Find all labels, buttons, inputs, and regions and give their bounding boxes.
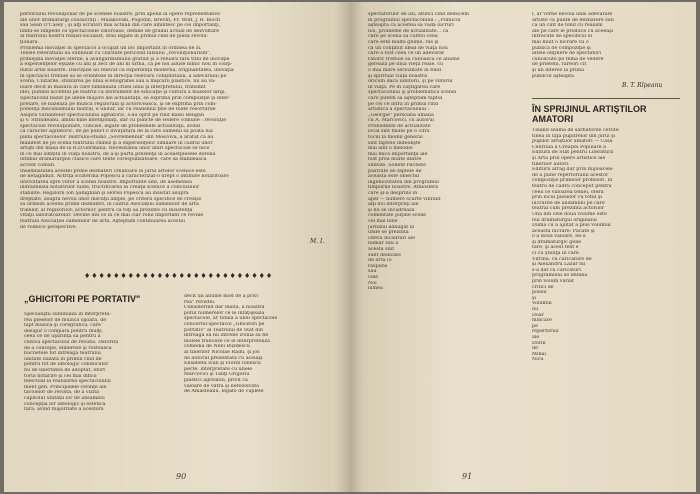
text-line: rea" revistei. — [184, 299, 216, 305]
text-line: să urmeze acestei prime dezbateri, în cadrul Asociaţiei oamenilor de artă — [20, 202, 199, 208]
text-line: ci cu ştiinţa în care — [532, 251, 579, 257]
text-line: telectual la realizarea spectacolului — [24, 379, 111, 385]
text-line: Vîtrina, cu caricature de — [532, 256, 592, 262]
text-line: pentru tot de ideologic conducător — [24, 362, 109, 368]
text-line: număr sau a — [368, 241, 399, 247]
text-line: Considerînd dar înaltă, a noastră — [184, 305, 265, 311]
text-line: oricum dacă iubitorii, şi pe viitorul — [368, 79, 453, 85]
right-page-column-1 — [368, 12, 520, 292]
text-line: lumea — [368, 286, 383, 292]
text-line: care a fost ceea ce un adevărat — [368, 51, 445, 57]
text-line: jurnalul adăugat la — [368, 224, 415, 230]
text-line: lindu-se limpede că spectacolele valoroase, demne de gradul actual de dezvoltare — [20, 28, 220, 34]
text-line: pecte, interpretate cu unele — [184, 366, 253, 372]
right-page — [350, 2, 696, 492]
text-line: cultiva spectacolul de revistă. Datorită — [24, 339, 119, 345]
text-line: aceasta este obiectul — [368, 174, 420, 180]
text-line: o a doua valoare, ne-a — [532, 234, 586, 240]
text-line: concertul-spectacol „Ghicitori pe — [184, 321, 265, 327]
text-line: pretare, se bazează pe munca regizorală şi actoricească, şi se exprimă prin com- — [20, 101, 217, 107]
text-line: unde se prezintă — [368, 230, 409, 236]
text-line: artişti din masa de la R.D.Germană. Necesitatea unor atari spectacole se face — [20, 146, 210, 152]
text-line: prin volum variat — [532, 279, 574, 285]
text-line: mai mult o lucrare cu o — [532, 39, 589, 45]
text-line: aceasta lucrare: Păcate şi — [532, 228, 595, 234]
text-line: ceea ce de uşurinţa sa pentru a — [24, 334, 101, 340]
text-line: vităţii laboratoarelor. Devine din ce în ce mai clar rolul important ce revine — [20, 213, 204, 219]
text-line: fost prea multe dintre — [368, 157, 422, 163]
text-line: potul numerelor ce le înfăţişează — [184, 310, 265, 316]
text-line: local sînt fixate pe o cifră — [368, 129, 430, 135]
text-line: pertoriului revoluţionar de pe scenele noastre, prin apelul la opere reprezentative — [20, 12, 221, 17]
text-line: ale unor dramaturgi consacraţi : Maiakovski, Pogodin, Brecht, Fr. Wolf, J. R. Bloch — [20, 17, 221, 23]
text-line: cine — [368, 274, 379, 280]
text-line: dezvoltarea spre viitor a scenei noastre. Importante sînt, de asemenea — [20, 179, 192, 185]
text-line: fapt muzică şi coregrafică, care — [24, 323, 101, 329]
text-line: care pe scenă să cultivi ceea — [368, 34, 438, 40]
text-line: îndrăzneala hotărîrilor luate, fructificarea în creaţii scenice a concluziilor — [20, 185, 200, 191]
text-line: repertoriul — [532, 329, 559, 335]
text-line: pilda spectacolelor Teatrului-studio „Sovremennik" din Moscova, a arătat că au — [20, 135, 214, 141]
text-line: ale pe care le produce cu aceeaşi — [532, 28, 614, 34]
text-line: întreaga să nu întrebe ironia să fie — [184, 333, 269, 339]
text-line: altele obţinere de spectatori — [532, 51, 601, 57]
column-rule — [532, 98, 680, 99]
text-line: nu de libertatea de adoptat, efort — [24, 367, 106, 373]
right-page-column-2-body — [532, 128, 680, 363]
text-line: răspuns — [368, 263, 388, 269]
text-line: în programul spectacolului : „Publicul — [368, 17, 461, 23]
text-line: Noi — [368, 280, 377, 286]
text-line: ratoric trebuie să cunoască ce anume — [368, 56, 460, 62]
text-line: al teatrului nostru realist-socialist, stau legate în primul rînd de piesa revolu- — [20, 34, 209, 40]
left-page-signature: M. I. — [310, 238, 325, 245]
text-line: cu A. Marcovici, cu autorul — [368, 118, 434, 124]
text-line: portativ" al Teatrului de Stat din — [184, 327, 264, 333]
text-line: sau Sean O'Casey ; şi alţi scriitori mai actuali din care amintesc pe cei importanţi, — [20, 23, 221, 29]
text-line: loare decît în măsura în care luminează crizei unui şi interpretului, transmit — [20, 84, 206, 90]
text-line: şi V. Strîndeanu, ambii bine intenţionaţi, dar cu puncte de vedere comune : revoluţie — [20, 118, 227, 124]
text-line: nul dramaturgul originalul — [532, 217, 597, 223]
text-line: scenă. Cîutările, stilizarea pe linia scenografiei sau a mişcării plastice, nu au va- — [20, 79, 216, 85]
right-page-column-2 — [532, 12, 680, 79]
text-line: teatrală Asociaţiei oamenilor de artă. Aşteptăm continuarea acestui — [20, 218, 186, 224]
text-line: păstrate de faptele de — [368, 168, 422, 174]
text-line: ale — [532, 334, 540, 340]
text-line: de rodnice perspective. — [20, 224, 78, 230]
article-heading-amatori: ÎN SPRIJINUL ARTIŞTILOR AMATORI — [532, 104, 647, 124]
text-line: şi dramaturgic gene — [532, 239, 582, 245]
text-line: în ce mai simţită în viaţa noastră, de a-şi purta prezenţă în aceastpiesele doreau — [20, 151, 216, 157]
text-line: artistică a spectacolului : — [368, 107, 430, 113]
text-line: întrecute de specificul ei — [532, 34, 593, 40]
text-line: de a concepe, elibereze şi rostească — [24, 345, 112, 351]
text-line: mai sînt o melodie — [368, 146, 413, 152]
text-line: mai mica importanţă ale — [368, 151, 428, 157]
text-line: sinteze. Sonete Pachete — [368, 163, 426, 169]
text-line: în spectacol trebuie să se orienteze în direcţia relevării conţinutului, a adevărului pe — [20, 73, 227, 79]
text-line: desigur o compară pentru mulţi, — [24, 328, 104, 334]
text-line: ca caracter agitatoric, de pe punct o învăţătură de la care oamenii să poată lua — [20, 129, 213, 135]
text-line: unitate bazată în primul rînd de — [24, 356, 102, 362]
text-line: stabilite. Regizorii Ion Şahighian şi Horea Popescu au insistat asupra — [20, 191, 189, 196]
text-line: Mihai — [532, 351, 546, 357]
text-line: şi Alexandru Lazăr lui — [532, 262, 586, 268]
text-line: artiste ca punte de dezbatere sub — [532, 17, 614, 23]
text-line: o mai mare seriozitate în fond — [368, 67, 442, 73]
text-line: de prieteni, rareori cît — [532, 62, 587, 68]
text-line: acesta sînt — [368, 246, 395, 252]
left-page-column-2 — [184, 294, 334, 395]
text-line: ingeniozitatea din programul — [368, 179, 439, 185]
text-line: spectacole, ar totală a unei spectacole — [184, 316, 278, 322]
text-line: s-a dat cu caricaturi — [532, 267, 581, 273]
text-line: spectacole revoluţionare, concise, legate de problemele actualităţii, avînd — [20, 123, 200, 129]
text-line: de netăgăduit. Actriţa Ecaterina Popescu a caracterizat-o drept o întîlnire hotărîtoare — [20, 174, 229, 180]
left-page — [4, 2, 350, 492]
text-line: mîncare — [532, 318, 552, 324]
text-line: de autorul prezentată cu aceiaşi — [184, 355, 263, 361]
article-author: B. T. Rîpeanu — [622, 82, 663, 89]
text-line: teatral cum prezintă actorilor — [532, 206, 605, 212]
text-line: şi nu se încadrează — [368, 207, 415, 213]
text-line: Marcovici şi Tanţi Grigoriu — [184, 372, 250, 378]
text-line: de — [532, 346, 538, 352]
text-line: dreptate, asupra nevoii unor discuţii ample, pe criterii specifice de creaţie — [20, 196, 202, 202]
text-line: de a pune repertoriului acestor — [532, 172, 609, 178]
text-line: tralelor, al regizorilor, actorilor, pentru ca toţi să prezinte cu insistenţă — [20, 207, 193, 213]
left-page-column-1 — [24, 312, 174, 413]
text-line: „Georgie" persoana umană — [368, 112, 434, 118]
text-line: Doar — [532, 312, 544, 318]
text-line: buchetele tot întreaga teatrului — [24, 351, 101, 357]
text-line: tocul la modul general — [368, 135, 423, 141]
text-line: Editura de Stat pentru Literatură — [532, 150, 614, 156]
text-line: care este multe glume, râs şi — [368, 39, 439, 45]
text-line: alţi doi interpreţi ale — [368, 202, 419, 208]
text-line: al tinerilor Nicolae Radu, şi jos — [184, 349, 260, 355]
text-line: molele franceze ce le interpretează — [184, 338, 270, 344]
text-line: concepţia lor ideologic şi estetică — [24, 401, 106, 407]
text-line: idei, punînd accentul pe teatrul ca instrument de educaţie şi cultură a maselor largi. — [20, 90, 227, 96]
text-line: Spectacolul bazat pe ideile majore ale actualităţii, se exprimă prin compoziţie şi inter- — [20, 95, 231, 101]
text-line: publicul aşteaptă — [532, 73, 574, 79]
text-line: şi — [532, 295, 536, 301]
text-line: Nicu — [532, 357, 544, 363]
text-line: ca un cînt de fond cu realism — [532, 23, 603, 29]
text-line: poezii — [532, 290, 547, 296]
page-number-left: 90 — [176, 472, 187, 481]
text-line: cel mai bine — [368, 218, 398, 224]
text-line: apel — numere scurte vibrant — [368, 196, 441, 202]
text-line: sau — [368, 269, 377, 275]
text-line: de Amasteanu, legate de cuplete — [184, 389, 264, 395]
text-line: Elisabeta Ivan şi Florin Ionescu — [184, 361, 261, 367]
text-line: în viaţă. Pe în câştigarea care — [368, 84, 441, 90]
article-heading-ghicitori: „GHICITORI PE PORTATIV" — [24, 294, 141, 304]
text-line: Duma cu a ajutat a plus volumul — [532, 223, 611, 229]
text-line: critici de — [532, 284, 554, 290]
text-line: Insemnătatea acestei prime dezbateri creatoare în jurul artelor scenice este — [20, 168, 206, 174]
text-line: sunt dedicate — [368, 252, 401, 258]
text-line: capitolul unității lor de ansamblu — [24, 395, 105, 401]
text-line: ţionară. — [20, 39, 39, 45]
text-line: noi, probleme de actualitate... că — [368, 28, 449, 34]
text-line: decît un anume mod de a privi — [184, 294, 259, 299]
text-line: tară, avînd majoritate a acestora — [24, 407, 104, 413]
text-line: cîteva încadrări ale — [368, 235, 416, 241]
text-line: şi un interes la prima — [532, 67, 584, 73]
text-line: Una din cele două volume este — [532, 211, 607, 217]
page-number-right: 91 — [462, 472, 473, 481]
text-line: de artă (o — [368, 258, 392, 264]
text-line: prin locul pieselor cu totul şi — [532, 195, 602, 201]
text-line: i, ar vorbe nevoia unei adevărate — [532, 12, 613, 17]
text-line: care şi-a desprins în — [368, 191, 418, 196]
text-line: ponenţa mecanismului teatral, e unitar, iar cu realismul ţine de toate resorturile — [20, 107, 216, 113]
text-line: Editurii atrag dar prin mijloacele — [532, 167, 613, 173]
text-line: valoare de vatră şi nerezolvata — [184, 383, 260, 389]
section-divider: ♦♦♦♦♦♦♦♦♦♦♦♦♦♦♦♦♦♦♦♦♦♦♦♦♦♦ — [84, 272, 274, 280]
text-line: şi spiritual viaţa noastră — [368, 73, 428, 79]
text-line: ca un conţinut ideal de viaţă nou — [368, 45, 448, 51]
text-line: compoziţie primelor profesori, în — [532, 178, 613, 184]
text-line: programului se îmbină — [532, 273, 588, 279]
text-line: nu — [532, 307, 539, 312]
text-line: lucrările de ansamblu pe care — [532, 200, 605, 206]
text-line: ultimul dramaturgiei clasice care tente corespunzătoare, care să stabilească — [20, 157, 207, 163]
text-line: Problemele de actualitate — [368, 123, 431, 129]
text-line: a experienţelor eşuate cu ani şi zeci de ani în urmă, ca pe noi aduse nimic nou în conţi- — [20, 62, 233, 68]
text-line: torul hotărîre şi cel mai dificil — [24, 373, 97, 379]
text-line: şi Artă prin opere artistice ale — [532, 155, 606, 161]
text-line: gerează pe linia vieţii reale, cu — [368, 62, 444, 68]
text-line: spectacolului şi problematica scenei — [368, 90, 457, 96]
text-line: Tinând seama de sărbătorile cerute — [532, 128, 619, 133]
text-line: Specialiştii subliniază în interpreta- — [24, 312, 111, 317]
text-line: Dorin — [532, 340, 546, 346]
text-line: nutul artei noastre. Discuţiile au relevat că experienţa modernă, originalitatea, inovaţia — [20, 67, 234, 73]
text-line: tacolelor de revistă, de a vizita — [24, 390, 99, 396]
left-page-body-text — [20, 12, 338, 230]
book-spread — [4, 2, 696, 492]
text-line: pupilor artiştilor amatori — Casa — [532, 139, 613, 145]
text-line: Centrală a Creaţiei Populare a — [532, 144, 606, 150]
text-line: pe — [532, 323, 538, 329]
text-line: primejdia inovaţiei sterile, a avangardismului gratuit şi a reluării fără titlu de inovaţie — [20, 56, 230, 62]
text-line: Asupra variantelor spectacolului agitatoric, s-au oprit pe rînd Radu Beligan — [20, 112, 204, 118]
text-line: care putem să aşteptăm faptul — [368, 95, 443, 101]
text-line: timpurile noastre. Atmosfera — [368, 185, 439, 191]
text-line: Problema inovaţiei în spectacol a ocupat un loc important în ordinea de zi. — [20, 45, 202, 51]
text-line: manifest de pe scena teatrului chinez şi a experienţelor similare în cadrul unor — [20, 140, 213, 146]
text-line: rea pieselor de muzică uşoară, de — [24, 317, 107, 323]
text-line: plastici agreabili, privit ca — [184, 377, 248, 383]
text-line: ceea ce valoarea temei, oferă — [532, 189, 604, 195]
text-line: spectatorilor de azi, atunci cînd deducem — [368, 12, 469, 17]
text-line: Volumul — [532, 301, 552, 307]
text-line: accent comun. — [20, 163, 56, 169]
text-line: tinerilor autori. — [532, 161, 570, 167]
text-line: publică de compoziţie şi — [532, 45, 591, 51]
text-line: Tezele referatului au subliniat cu claritate pericolul falsului „revoluţionarism", — [20, 51, 212, 57]
text-line: comentate puţine scene — [368, 213, 427, 219]
text-line: teatru de cadru conceput pentru — [532, 183, 612, 189]
text-line: aşteaptă ca acestea să vadă lucruri — [368, 23, 454, 29]
text-line: tare, şi acest text e — [532, 245, 579, 251]
text-line: tinea în faţa pupitrelor din jurul şi — [532, 133, 616, 139]
text-line: cunoscute pe tema de vedere — [532, 56, 604, 62]
text-line: sînt faptele îndeobşte — [368, 140, 421, 146]
text-line: comedia de Nelu Buzdescu — [184, 344, 250, 350]
text-line: ment gen. Principalele cerinţe ale — [24, 384, 107, 390]
text-line: pe cei ce intră în primul rînd — [368, 101, 439, 107]
